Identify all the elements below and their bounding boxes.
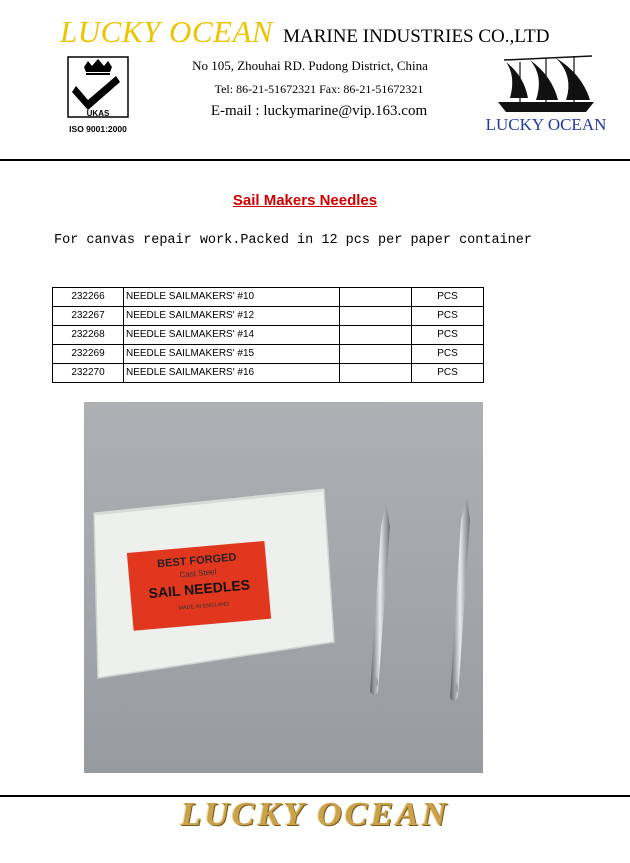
item-blank-cell <box>340 364 412 383</box>
needle-1 <box>370 504 390 696</box>
item-description: NEEDLE SAILMAKERS' #12 <box>124 307 340 326</box>
company-address: No 105, Zhouhai RD. Pudong District, China <box>192 58 428 73</box>
header-divider <box>0 159 630 161</box>
item-code: 232269 <box>53 345 124 364</box>
svg-text:MADE IN ENGLAND: MADE IN ENGLAND <box>178 601 230 612</box>
product-photo <box>84 402 483 773</box>
company-name: MARINE INDUSTRIES CO.,LTD <box>283 26 550 47</box>
iso-label: ISO 9001:2000 <box>69 124 127 134</box>
item-unit: PCS <box>412 307 484 326</box>
needle-2 <box>450 498 470 702</box>
item-blank-cell <box>340 345 412 364</box>
item-unit: PCS <box>412 345 484 364</box>
item-blank-cell <box>340 326 412 345</box>
item-code: 232266 <box>53 288 124 307</box>
footer-brand: LUCKY OCEAN <box>180 796 450 833</box>
svg-text:Cast Steel: Cast Steel <box>179 567 217 580</box>
company-email: E-mail : luckymarine@vip.163.com <box>210 103 428 119</box>
item-description: NEEDLE SAILMAKERS' #16 <box>124 364 340 383</box>
item-unit: PCS <box>412 364 484 383</box>
needles-photo-illustration <box>84 402 483 773</box>
ship-logo-text: LUCKY OCEAN <box>485 115 607 134</box>
needle-packet-label <box>127 541 271 631</box>
brand-line <box>60 14 549 50</box>
table-row <box>53 345 484 364</box>
item-blank-cell <box>340 307 412 326</box>
item-description: NEEDLE SAILMAKERS' #10 <box>124 288 340 307</box>
table-row <box>53 307 484 326</box>
page-title: Sail Makers Needles <box>232 192 378 209</box>
item-code: 232270 <box>53 364 124 383</box>
svg-text:BEST FORGED: BEST FORGED <box>156 551 237 571</box>
items-table <box>52 287 484 383</box>
item-code: 232267 <box>53 307 124 326</box>
item-description: NEEDLE SAILMAKERS' #15 <box>124 345 340 364</box>
item-description: NEEDLE SAILMAKERS' #14 <box>124 326 340 345</box>
table-row <box>53 288 484 307</box>
svg-text:SAIL NEEDLES: SAIL NEEDLES <box>147 576 251 602</box>
ukas-label: UKAS <box>86 109 110 118</box>
item-unit: PCS <box>412 288 484 307</box>
product-description: For canvas repair work.Packed in 12 pcs per paper container <box>54 233 532 248</box>
item-code: 232268 <box>53 326 124 345</box>
company-phones: Tel: 86-21-51672321 Fax: 86-21-51672321 <box>214 82 424 96</box>
item-unit: PCS <box>412 326 484 345</box>
table-row <box>53 364 484 383</box>
ship-logo <box>485 54 607 136</box>
brand-name: LUCKY OCEAN <box>60 14 274 49</box>
item-blank-cell <box>340 288 412 307</box>
table-row <box>53 326 484 345</box>
